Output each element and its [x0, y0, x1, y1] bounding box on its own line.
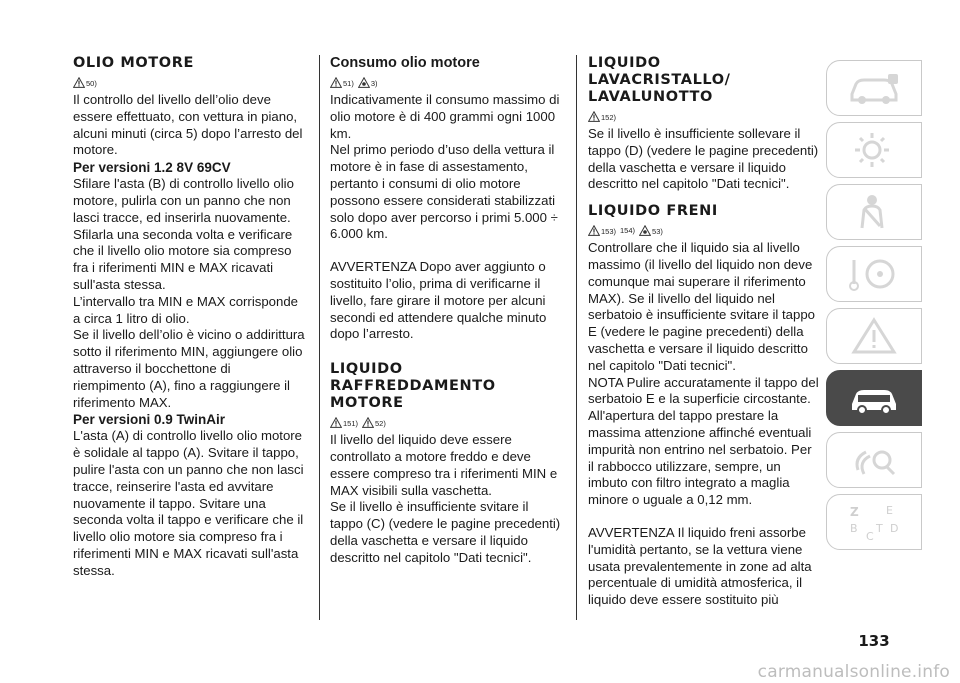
warning-ref-number: 153)	[601, 227, 617, 237]
paragraph: L'asta (A) di controllo livello olio motore è solidale al tappo (A). Svitare il tappo, pulire l'asta con un panno che non lasci tracce, reinserire l'asta ed avvitare nuovamente il tappo. Svitare una seconda volta il tappo e verificare che il livello olio motore sia compreso fra i riferimenti MIN e MAX ricavati sull'asta stessa.	[73, 428, 304, 578]
warning-triangle-icon	[330, 77, 342, 88]
watermark: carmanualsonline.info	[757, 662, 950, 682]
paragraph-avvertenza: AVVERTENZA Dopo aver aggiunto o sostituito l’olio, prima di verificarne il livello, fare girare il motore per alcuni secondi ed attendere qualche minuto dopo l’arresto.	[330, 259, 547, 342]
tab-emergency[interactable]	[826, 308, 922, 364]
warning-refs	[330, 74, 562, 91]
letter-z: Z	[850, 505, 859, 519]
warning-refs	[330, 414, 562, 431]
warning-ref[interactable]	[620, 227, 635, 235]
letter-d: D	[890, 522, 899, 535]
warning-refs	[588, 222, 820, 239]
caution-ref-number: 53)	[652, 227, 663, 237]
warning-ref-number: 50)	[86, 79, 97, 88]
paragraph-avvertenza: AVVERTENZA Il liquido freni assorbe l'umidità pertanto, se la vettura viene usata prevalentemente in zone ad alta percentuale di umidità atmosferica, il liquido deve essere sostituito più	[588, 524, 812, 608]
tab-safety[interactable]	[826, 184, 922, 240]
paragraph: Se il livello dell’olio è vicino o addirittura sotto il riferimento MIN, aggiungere olio attraverso il bocchettone di riempimento (A), fino a raggiungere il riferimento MAX.	[73, 327, 305, 410]
page-number: 133	[858, 632, 890, 650]
caution-ref[interactable]	[358, 77, 378, 88]
warning-ref[interactable]	[73, 77, 97, 88]
caution-hand-icon	[639, 225, 651, 236]
section-title-lavacristallo: LAVACRISTALLO/	[588, 72, 731, 88]
warning-ref[interactable]	[588, 225, 616, 236]
letter-e: E	[886, 504, 893, 517]
paragraph: L’intervallo tra MIN e MAX corrisponde a circa 1 litro di olio.	[73, 293, 299, 326]
tab-driving[interactable]	[826, 246, 922, 302]
warning-ref[interactable]	[362, 417, 386, 428]
warning-refs	[588, 108, 820, 125]
tab-car-info[interactable]	[826, 60, 922, 116]
warning-triangle-icon	[73, 77, 85, 88]
paragraph: Nel primo periodo d’uso della vettura il motore è in fase di assestamento, pertanto i consumi di olio motore possono essere considerati stabilizzati solo dopo aver percorso i primi 5.000 ÷ 6.000 km.	[330, 142, 558, 242]
tab-technical-data[interactable]	[826, 494, 922, 550]
section-title-lavalunotto: LAVALUNOTTO	[588, 89, 713, 105]
paragraph: Sfilare l'asta (B) di controllo livello olio motore, pulirla con un panno che non lasci tracce, ed inserirla nuovamente. Sfilarla una seconda volta e verificare che il livello olio motore sia compreso fra i riferimenti MIN e MAX ricavati sull'asta stessa.	[73, 176, 294, 292]
column-washer-brake	[588, 55, 820, 609]
warning-triangle-icon	[362, 417, 374, 428]
warning-triangle-icon	[588, 225, 600, 236]
subtitle-versione-1-2: Per versioni 1.2 8V 69CV	[73, 160, 231, 176]
warning-ref-number: 52)	[375, 419, 386, 429]
paragraph: Controllare che il liquido sia al livello massimo (il livello del liquido non deve comunque mai superare il riferimento MAX). Se il livello del liquido nel serbatoio è insufficiente svitare il tappo E (vedere le pagine precedenti) della vaschetta e versare il liquido descritto nel capitolo "Dati tecnici".	[588, 240, 816, 373]
warning-ref-number: 51)	[343, 79, 354, 88]
section-title-olio-motore: OLIO MOTORE	[73, 55, 194, 71]
paragraph: Se il livello è insufficiente sollevare il tappo (D) (vedere le pagine precedenti) della vaschetta e versare il liquido descritto nel capitolo "Dati tecnici".	[588, 126, 819, 192]
warning-ref[interactable]	[330, 77, 354, 88]
warning-ref-number: 152)	[601, 113, 617, 122]
warning-refs	[73, 74, 305, 91]
section-title-liquido: LIQUIDO	[330, 361, 403, 378]
warning-ref[interactable]	[330, 417, 358, 428]
column-oil-consumption-coolant	[330, 55, 562, 567]
paragraph-nota: NOTA Pulire accuratamente il tappo del serbatoio E e la superficie circostante. All'apertura del tappo prestare la massima attenzione affinché eventuali impurità non entrino nel serbatoio. Per il rabbocco utilizzare, sempre, un imbuto con filtro integrato a maglia minore o uguale a 0,12 mm.	[588, 374, 819, 508]
letter-b: B	[850, 522, 858, 535]
section-title-raffreddamento: RAFFREDDAMENTO	[330, 378, 496, 395]
car-maintenance-icon	[844, 378, 904, 418]
column-divider	[576, 55, 577, 620]
warning-ref[interactable]	[588, 111, 616, 122]
section-title-liquido-freni: LIQUIDO FRENI	[588, 203, 718, 220]
section-title-consumo-olio: Consumo olio motore	[330, 55, 480, 71]
car-info-icon	[844, 68, 904, 108]
warning-ref-number: 151)	[343, 419, 359, 429]
chapter-tabs	[826, 60, 922, 556]
paragraph: Se il livello è insufficiente svitare il tappo (C) (vedere le pagine precedenti) della vaschetta e versare il liquido descritto nel capitolo "Dati tecnici".	[330, 499, 561, 565]
subtitle-versione-twinair: Per versioni 0.9 TwinAir	[73, 412, 226, 428]
tab-lights[interactable]	[826, 122, 922, 178]
paragraph: Il controllo del livello dell’olio deve essere effettuato, con vettura in piano, alcuni minuti (circa 5) dopo l’arresto del motore.	[73, 92, 303, 158]
warning-ref-number: 154)	[620, 225, 636, 235]
caution-hand-icon	[358, 77, 370, 88]
section-title-liquido: LIQUIDO	[588, 55, 661, 71]
warning-triangle-icon	[330, 417, 342, 428]
lights-sun-icon	[844, 130, 904, 170]
letter-c: C	[866, 530, 874, 542]
warning-triangle-icon	[588, 111, 600, 122]
seatbelt-person-icon	[844, 192, 904, 232]
key-steering-wheel-icon	[844, 254, 904, 294]
emergency-tools-icon	[844, 440, 904, 480]
tab-maintenance[interactable]	[826, 370, 922, 426]
paragraph: Indicativamente il consumo massimo di olio motore è di 400 grammi ogni 1000 km.	[330, 92, 560, 141]
technical-data-letters-icon	[844, 502, 904, 542]
column-divider	[319, 55, 320, 620]
caution-ref[interactable]	[639, 225, 663, 236]
tab-tools[interactable]	[826, 432, 922, 488]
paragraph: Il livello del liquido deve essere controllato a motore freddo e deve essere compreso tra i riferimenti MIN e MAX visibili sulla vaschetta.	[330, 432, 558, 498]
warning-triangle-icon	[844, 316, 904, 356]
letter-t: T	[876, 522, 883, 535]
column-oil	[73, 55, 305, 580]
caution-ref-number: 3)	[370, 79, 378, 88]
section-title-motore: MOTORE	[330, 395, 404, 412]
